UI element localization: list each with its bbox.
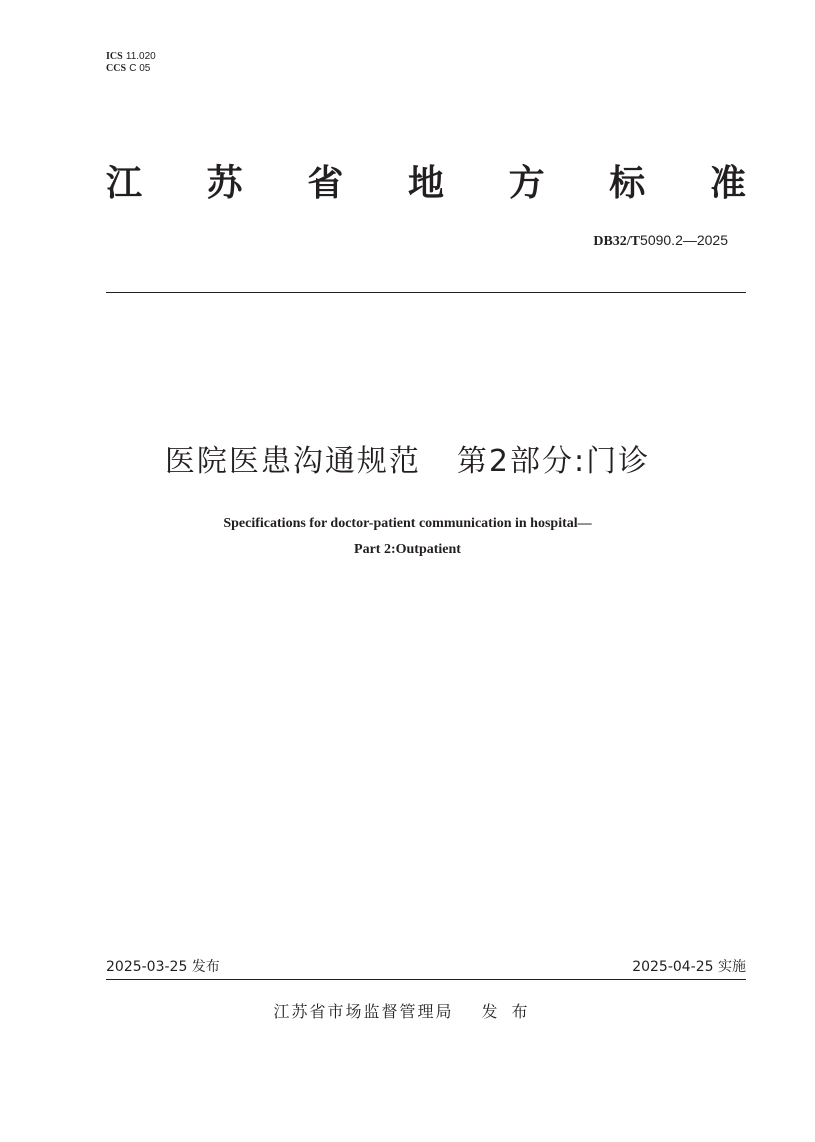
standard-type-heading [106, 160, 746, 208]
issuer-org: 江苏省市场监督管理局 [273, 1002, 454, 1021]
standard-type-char: 苏 [206, 163, 243, 204]
ics-label: ICS [106, 51, 123, 62]
standard-number-value: 5090.2—2025 [640, 232, 728, 248]
standard-type-char: 方 [508, 163, 545, 204]
footer-divider [106, 979, 746, 980]
issuer [0, 1001, 815, 1023]
standard-type-char: 省 [307, 163, 344, 204]
document-title-cn [0, 440, 815, 484]
title-cn-main: 医院医患沟通规范 [164, 444, 421, 479]
ics-value: 11.020 [125, 51, 156, 62]
classification-codes [106, 51, 156, 75]
issuer-action: 发布 [481, 1002, 542, 1021]
standard-type-char: 地 [407, 163, 444, 204]
ics-code [106, 51, 156, 63]
publish-date: 2025-03-25 发布 [106, 959, 220, 975]
standard-number [593, 231, 728, 251]
title-cn-part: 第2部分:门诊 [456, 444, 651, 479]
header-divider [106, 292, 746, 293]
standard-type-char: 江 [106, 163, 143, 204]
standard-type-char: 准 [709, 163, 746, 204]
implement-date: 2025-04-25 实施 [632, 959, 746, 975]
document-title-en-line2: Part 2:Outpatient [354, 542, 461, 557]
document-title-en-line1: Specifications for doctor-patient communication in hospital— [223, 516, 592, 531]
standard-number-prefix: DB32/T [593, 234, 641, 249]
standard-type-char: 标 [609, 163, 646, 204]
ccs-value: C 05 [129, 63, 151, 74]
ccs-label: CCS [106, 63, 127, 74]
ccs-code [106, 63, 156, 75]
